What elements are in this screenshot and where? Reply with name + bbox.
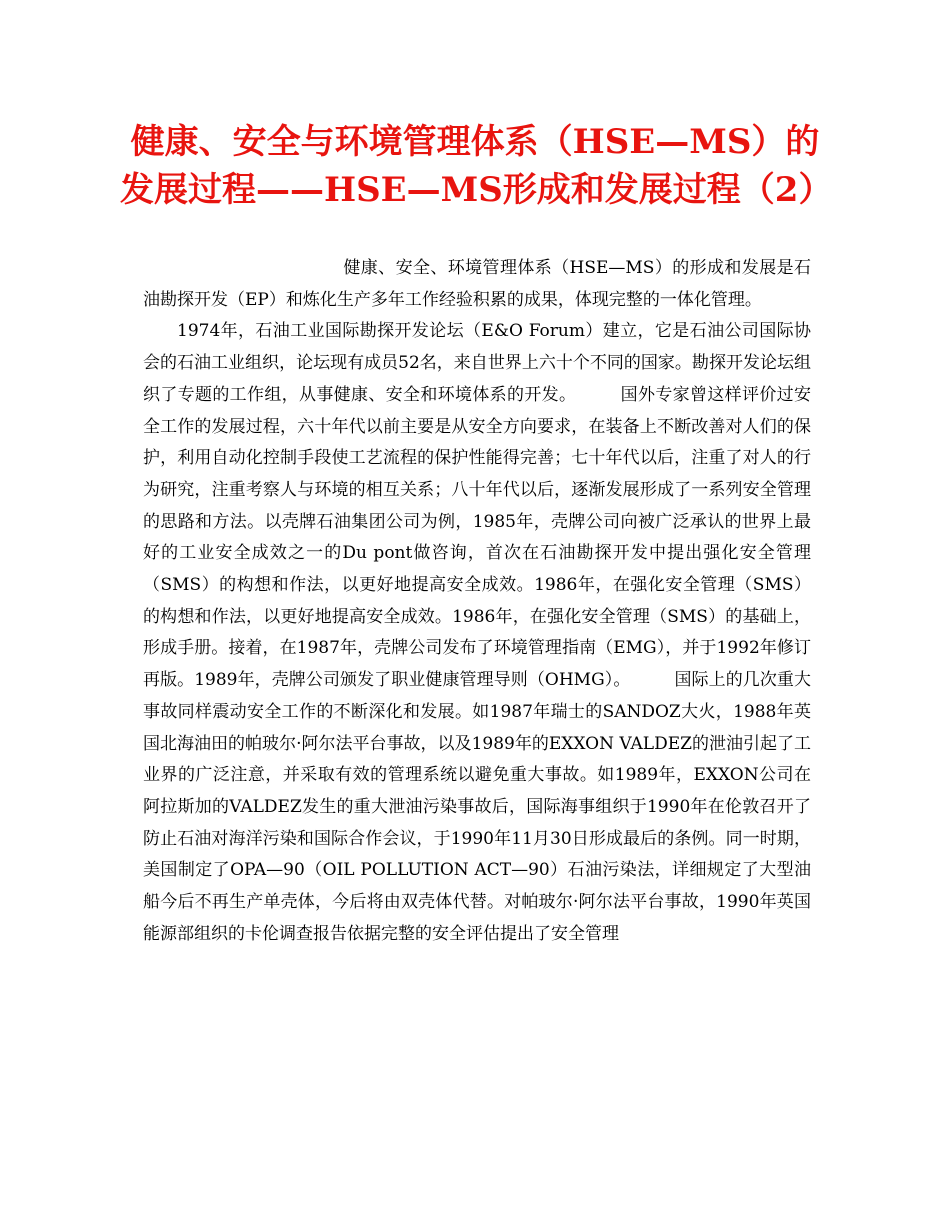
document-title: 健康、安全与环境管理体系（HSE—MS）的发展过程——HSE—MS形成和发展过程（2） — [120, 122, 833, 210]
paragraph-intro — [143, 253, 811, 316]
paragraph-history-text-b: 国外专家曾这样评价过安全工作的发展过程，六十年代以前主要是从安全方向要求，在装备上不断改善对人们的保护，利用自动化控制手段使工艺流程的保护性能得完善；七十年代以后，注重了对人的行为研究，注重考察人与环境的相互关系；八十年代以后，逐渐发展形成了一系列安全管理的思路和方法。以壳牌石油集团公司为例，1985年，壳牌公司向被广泛承认的世界上最好的工业安全成效之一的Du pont做咨询，首次在石油勘探开发中提出强化安全管理（SMS）的构想和作法，以更好地提高安全成效。1986年，在强化安全管理（SMS）的构想和作法，以更好地提高安全成效。1986年，在强化安全管理（SMS）的基础上，形成手册。接着，在1987年，壳牌公司发布了环境管理指南（EMG），并于1992年修订再版。1989年，壳牌公司颁发了职业健康管理导则（OHMG）。 — [143, 384, 812, 691]
paragraph-intro-text: 健康、安全、环境管理体系（HSE—MS）的形成和发展是石油勘探开发（EP）和炼化生产多年工作经验积累的成果，体现完整的一体化管理。 — [143, 258, 811, 310]
paragraph-history-text-c: 国际上的几次重大事故同样震动安全工作的不断深化和发展。如1987年瑞士的SANDOZ大火，1988年英国北海油田的帕玻尔·阿尔法平台事故，以及1989年的EXXON VALDEZ的泄油引起了工业界的广泛注意，并采取有效的管理系统以避免重大事故。如1989年，EXXON公司在阿拉斯加的VALDEZ发生的重大泄油污染事故后，国际海事组织于1990年在伦敦召开了防止石油对海洋污染和国际合作会议，于1990年11月30日形成最后的条例。同一时期，美国制定了OPA—90（OIL POLLUTION ACT—90）石油污染法，详细规定了大型油船今后不再生产单壳体，今后将由双壳体代替。对帕玻尔·阿尔法平台事故，1990年英国能源部组织的卡伦调查报告依据完整的安全评估提出了安全管理 — [143, 670, 812, 944]
paragraph-history — [143, 316, 811, 950]
document-body — [143, 253, 811, 950]
paragraph-history-text-a: 1974年，石油工业国际勘探开发论坛（E&O Forum）建立，它是石油公司国际协会的石油工业组织，论坛现有成员52名，来自世界上六十个不同的国家。勘探开发论坛组织了专题的工作组，从事健康、安全和环境体系的开发。 — [143, 321, 811, 405]
